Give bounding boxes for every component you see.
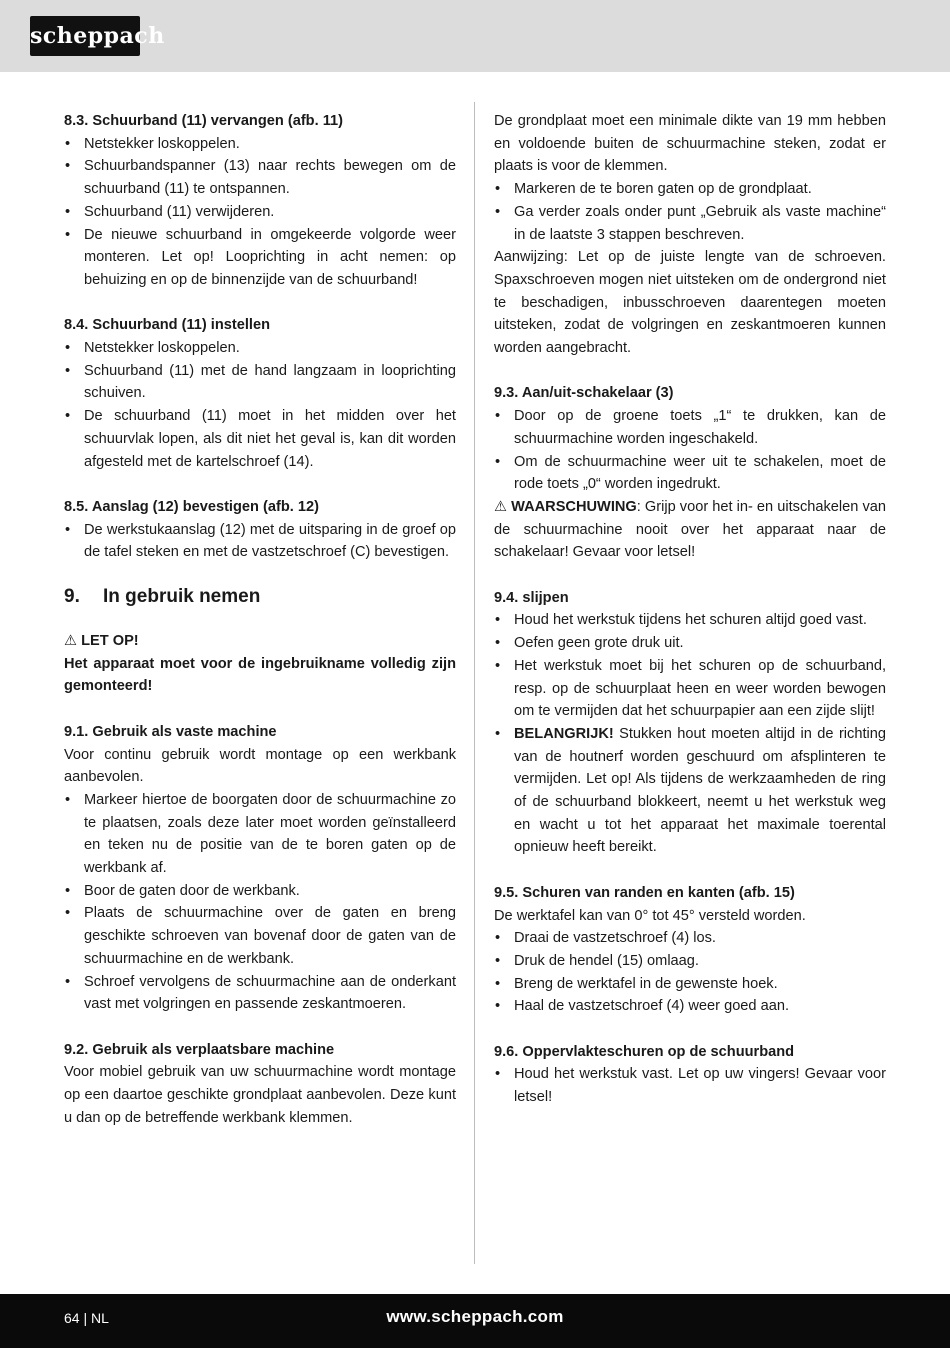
section-9-1-title: 9.1. Gebruik als vaste machine xyxy=(64,723,277,740)
page-number: 64 | NL xyxy=(64,1310,109,1326)
list-item: • Plaats de schuurmachine over de gaten en breng geschikte schroeven van bovenaf door de gaten van de schuurmachine en de werkbank. xyxy=(64,902,456,970)
list-item: • Breng de werktafel in de gewenste hoek. xyxy=(494,973,886,996)
list-item: • Houd het werkstuk vast. Let op uw vingers! Gevaar voor letsel! xyxy=(494,1063,886,1108)
section-8-3-list xyxy=(64,133,456,292)
footer-bar xyxy=(0,1294,950,1348)
list-item: • Netstekker loskoppelen. xyxy=(64,337,456,360)
section-8-5-title: 8.5. Aanslag (12) bevestigen (afb. 12) xyxy=(64,498,319,515)
list-item: • Schroef vervolgens de schuurmachine aan de onderkant vast met volgringen en passende zeskantmoeren. xyxy=(64,971,456,1016)
top-header-bar xyxy=(0,0,950,72)
list-item: • Druk de hendel (15) omlaag. xyxy=(494,950,886,973)
section-9-3-list xyxy=(494,405,886,496)
list-item: • Netstekker loskoppelen. xyxy=(64,133,456,156)
list-item: • Schuurband (11) verwijderen. xyxy=(64,201,456,224)
section-8-4-list xyxy=(64,337,456,473)
column-divider xyxy=(474,102,475,1264)
belangrijk-label: BELANGRIJK! xyxy=(514,725,614,742)
list-item: • De schuurband (11) moet in het midden over het schuurvlak lopen, als dit niet het geval is, kan dit worden afgesteld met de kartelschroef (14). xyxy=(64,405,456,473)
chapter-9-heading xyxy=(64,584,456,610)
section-9-4-list xyxy=(494,609,886,859)
chapter-9-title: In gebruik nemen xyxy=(103,586,261,608)
section-9-3-title: 9.3. Aan/uit-schakelaar (3) xyxy=(494,385,674,402)
right-column xyxy=(494,110,886,1109)
list-item: • Om de schuurmachine weer uit te schakelen, moet de rode toets „0“ worden ingedrukt. xyxy=(494,451,886,496)
list-item: • Door op de groene toets „1“ te drukken, kan de schuurmachine worden ingeschakeld. xyxy=(494,405,886,450)
grondplaat-intro: De grondplaat moet een minimale dikte van 19 mm hebben en voldoende buiten de schuurmachine steken, zodat er plaats is voor de klemmen. xyxy=(494,113,886,175)
section-8-3-title: 8.3. Schuurband (11) vervangen (afb. 11) xyxy=(64,113,343,129)
warning-triangle-icon: ⚠ xyxy=(494,498,508,515)
section-9-6-title: 9.6. Oppervlakteschuren op de schuurband xyxy=(494,1043,795,1060)
list-item: • Ga verder zoals onder punt „Gebruik als vaste machine“ in de laatste 3 stappen beschreven. xyxy=(494,201,886,246)
list-item: • De werkstukaanslag (12) met de uitsparing in de groef op de tafel steken en met de vastzetschroef (C) bevestigen. xyxy=(64,519,456,564)
chapter-9-number: 9. xyxy=(64,586,80,608)
left-column xyxy=(64,110,456,1129)
section-8-4-title: 8.4. Schuurband (11) instellen xyxy=(64,317,270,334)
section-9-6-list xyxy=(494,1063,886,1108)
warning-triangle-icon: ⚠ xyxy=(64,633,78,650)
list-item: • De nieuwe schuurband in omgekeerde volgorde weer monteren. Let op! Looprichting in acht nemen: op behuizing en op de binnenzijde van de schuurband! xyxy=(64,224,456,292)
section-9-5-title: 9.5. Schuren van randen en kanten (afb. 15) xyxy=(494,884,795,901)
section-9-2-title: 9.2. Gebruik als verplaatsbare machine xyxy=(64,1041,335,1058)
section-9-4-title: 9.4. slijpen xyxy=(494,589,569,606)
section-9-1-intro: Voor continu gebruik wordt montage op een werkbank aanbevolen. xyxy=(64,746,456,786)
letop-text: Het apparaat moet voor de ingebruikname volledig zijn gemonteerd! xyxy=(64,655,456,695)
waarschuwing-label: WAARSCHUWING xyxy=(511,498,637,515)
waarschuwing-text: : Grijp voor het in- en uitschakelen van de schuurmachine nooit over het apparaat naar de schakelaar! Gevaar voor letsel! xyxy=(494,498,886,561)
section-9-5-list xyxy=(494,927,886,1018)
list-item: • Houd het werkstuk tijdens het schuren altijd goed vast. xyxy=(494,609,886,632)
letop-label: LET OP! xyxy=(81,633,139,650)
section-9-2-text: Voor mobiel gebruik van uw schuurmachine wordt montage op een daartoe geschikte grondplaat aanbevolen. Deze kunt u dan op de betreffende werkbank klemmen. xyxy=(64,1064,456,1126)
section-9-5-intro: De werktafel kan van 0° tot 45° versteld worden. xyxy=(494,907,806,924)
list-item: • Haal de vastzetschroef (4) weer goed aan. xyxy=(494,995,886,1018)
list-item: • Boor de gaten door de werkbank. xyxy=(64,880,456,903)
waarschuwing-paragraph xyxy=(494,496,886,564)
aanwijzing-text: Aanwijzing: Let op de juiste lengte van de schroeven. Spaxschroeven mogen niet uitsteken om de ondergrond niet te beschadigen, inbusschroeven daarentegen moeten uitsteken, zodat de volgringen en zeskantmoeren kunnen worden aangebracht. xyxy=(494,249,886,357)
list-item: • Het werkstuk moet bij het schuren op de schuurband, resp. op de schuurplaat heen en weer worden bewogen om te vermijden dat het schuurpapier aan een zijde slijt! xyxy=(494,655,886,723)
website-url: www.scheppach.com xyxy=(386,1307,564,1326)
list-item: • Markeren de te boren gaten op de grondplaat. xyxy=(494,178,886,201)
section-8-5-list xyxy=(64,519,456,564)
scheppach-logo: scheppach xyxy=(30,16,140,56)
list-item: • Draai de vastzetschroef (4) los. xyxy=(494,927,886,950)
list-item: • Schuurbandspanner (13) naar rechts bewegen om de schuurband (11) te ontspannen. xyxy=(64,155,456,200)
section-9-1-list xyxy=(64,789,456,1016)
grondplaat-list xyxy=(494,178,886,246)
list-item: • Schuurband (11) met de hand langzaam in looprichting schuiven. xyxy=(64,360,456,405)
list-item: • Markeer hiertoe de boorgaten door de schuurmachine zo te plaatsen, zoals deze later moet worden geïnstalleerd en teken nu de positie van de te boren gaten op de werkbank af. xyxy=(64,789,456,880)
list-item-belangrijk xyxy=(494,723,886,859)
list-item: • Oefen geen grote druk uit. xyxy=(494,632,886,655)
belangrijk-text: Stukken hout moeten altijd in de richting van de houtnerf worden geschuurd om afsplinteren te vermijden. Let op! Als tijdens de werkzaamheden de ring of de schuurband blokkeert, neemt u het werkstuk weg en wacht u tot het apparaat het maximale toerental opnieuw heeft bereikt. xyxy=(514,725,886,856)
letop-warning xyxy=(64,630,456,653)
